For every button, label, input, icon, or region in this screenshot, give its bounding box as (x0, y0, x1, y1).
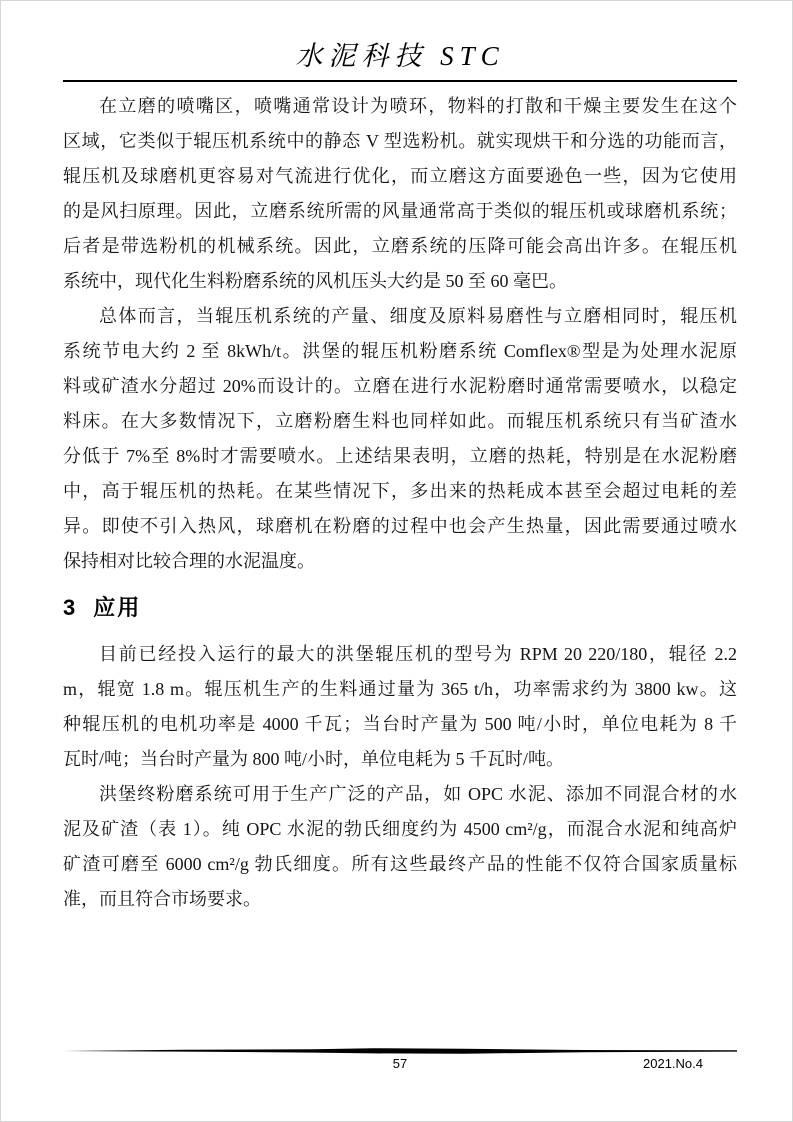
text-line: 中，高于辊压机的热耗。在某些情况下，多出来的热耗成本甚至会超过电耗的差 (63, 481, 737, 501)
text-line: 在立磨的喷嘴区，喷嘴通常设计为喷环，物料的打散和干燥主要发生在这个 (99, 96, 737, 116)
paragraph-4 (63, 777, 737, 917)
footer-row (63, 1056, 737, 1074)
section-title: 应用 (93, 595, 142, 620)
paragraph-2 (63, 299, 737, 579)
text-line: 矿渣可磨至 6000 cm²/g 勃氏细度。所有这些最终产品的性能不仅符合国家质量标 (63, 854, 737, 874)
text-line: 的是风扫原理。因此，立磨系统所需的风量通常高于类似的辊压机或球磨机系统； (63, 201, 737, 221)
page-body (63, 89, 737, 917)
text-line: 准，而且符合市场要求。 (63, 889, 261, 909)
text-line: 辊压机及球磨机更容易对气流进行优化，而立磨这方面要逊色一些，因为它使用 (63, 166, 737, 186)
page-footer (63, 1047, 737, 1074)
footer-rule (63, 1047, 737, 1055)
text-line: 料或矿渣水分超过 20%而设计的。立磨在进行水泥粉磨时通常需要喷水，以稳定 (63, 376, 737, 396)
section-number: 3 (63, 595, 76, 620)
journal-title: 水泥科技 STC (295, 41, 505, 71)
header-rule (63, 80, 737, 82)
text-line: 系统节电大约 2 至 8kWh/t。洪堡的辊压机粉磨系统 Comflex®型是为处理水泥原 (63, 341, 737, 361)
text-line: m，辊宽 1.8 m。辊压机生产的生料通过量为 365 t/h，功率需求约为 3800 kw。这 (63, 679, 737, 699)
text-line: 泥及矿渣（表 1）。纯 OPC 水泥的勃氏细度约为 4500 cm²/g，而混合水泥和纯高炉 (63, 819, 737, 839)
text-line: 保持相对比较合理的水泥温度。 (63, 551, 315, 571)
text-line: 系统中，现代化生料粉磨系统的风机压头大约是 50 至 60 毫巴。 (63, 271, 567, 291)
paragraph-1 (63, 89, 737, 299)
text-line: 洪堡终粉磨系统可用于生产广泛的产品，如 OPC 水泥、添加不同混合材的水 (99, 784, 737, 804)
text-line: 分低于 7%至 8%时才需要喷水。上述结果表明，立磨的热耗，特别是在水泥粉磨 (63, 446, 737, 466)
text-line: 异。即使不引入热风，球磨机在粉磨的过程中也会产生热量，因此需要通过喷水 (63, 516, 737, 536)
text-line: 目前已经投入运行的最大的洪堡辊压机的型号为 RPM 20 220/180，辊径 2.2 (99, 644, 737, 664)
page-number: 57 (392, 1056, 408, 1071)
text-line: 料床。在大多数情况下，立磨粉磨生料也同样如此。而辊压机系统只有当矿渣水 (63, 411, 737, 431)
text-line: 区域，它类似于辊压机系统中的静态 V 型选粉机。就实现烘干和分选的功能而言， (63, 131, 737, 151)
section-heading (63, 593, 737, 623)
page-header (63, 0, 737, 82)
text-line: 种辊压机的电机功率是 4000 千瓦；当台时产量为 500 吨/小时，单位电耗为 8 千 (63, 714, 737, 734)
issue-label: 2021.No.4 (643, 1056, 703, 1071)
text-line: 瓦时/吨；当台时产量为 800 吨/小时，单位电耗为 5 千瓦时/吨。 (63, 749, 565, 769)
text-line: 后者是带选粉机的机械系统。因此，立磨系统的压降可能会高出许多。在辊压机 (63, 236, 737, 256)
paragraph-3 (63, 637, 737, 777)
text-line: 总体而言，当辊压机系统的产量、细度及原料易磨性与立磨相同时，辊压机 (99, 306, 737, 326)
